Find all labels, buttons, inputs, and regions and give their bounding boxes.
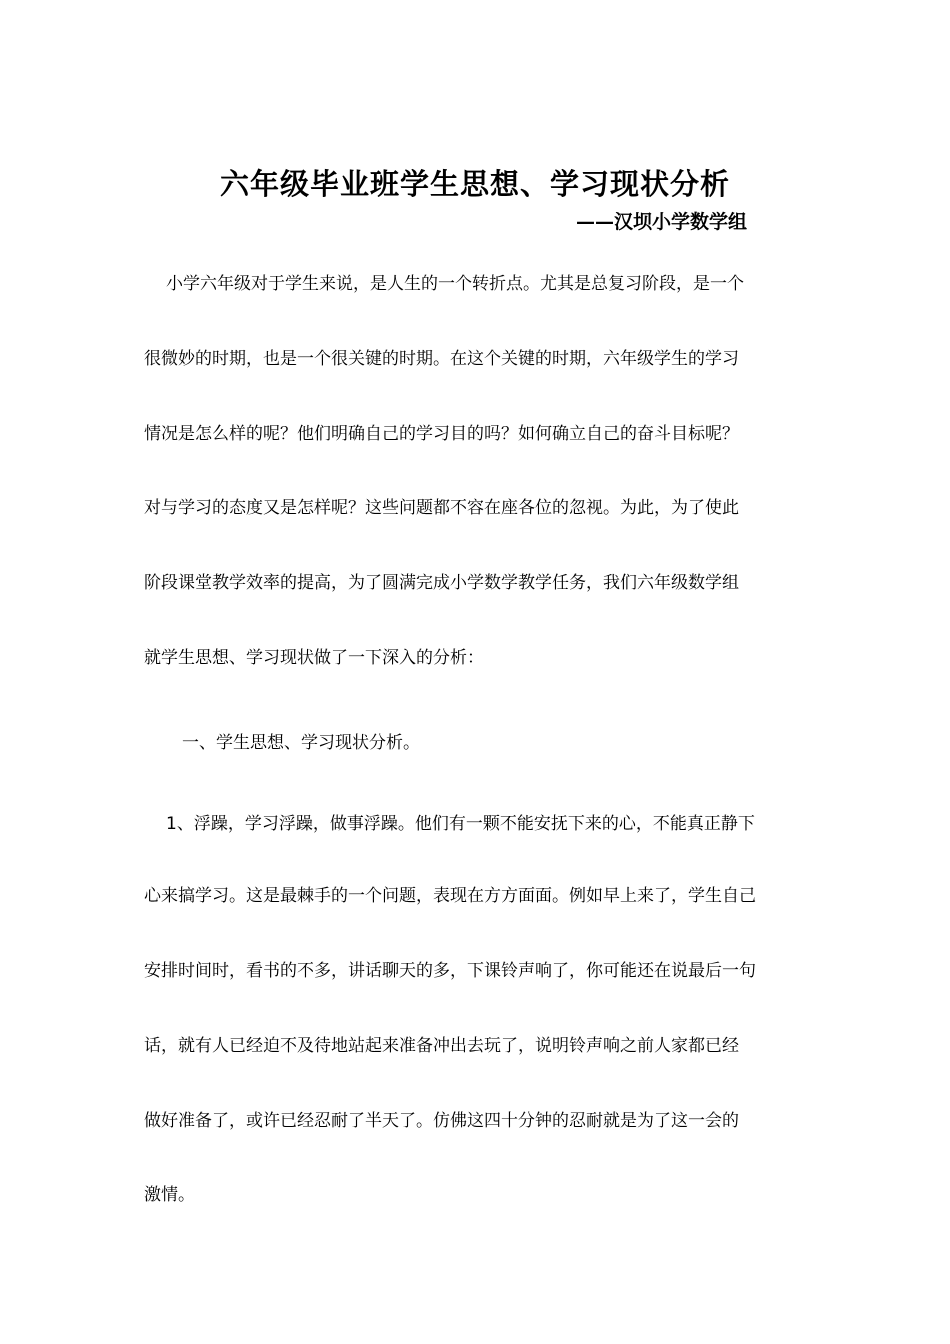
paragraph-line: 就学生思想、学习现状做了一下深入的分析： (144, 648, 484, 668)
paragraph-line: 对与学习的态度又是怎样呢？这些问题都不容在座各位的忽视。为此，为了使此 (144, 498, 739, 518)
paragraph-line: 做好准备了，或许已经忍耐了半天了。仿佛这四十分钟的忍耐就是为了这一会的 (144, 1111, 739, 1131)
section-heading: 一、学生思想、学习现状分析。 (182, 733, 420, 753)
paragraph-line: 1、浮躁，学习浮躁，做事浮躁。他们有一颗不能安抚下来的心，不能真正静下 (166, 814, 755, 834)
paragraph-line: 安排时间时，看书的不多，讲话聊天的多，下课铃声响了，你可能还在说最后一句 (144, 961, 756, 981)
document-subtitle: ——汉坝小学数学组 (575, 211, 747, 233)
paragraph-line: 情况是怎么样的呢？他们明确自己的学习目的吗？如何确立自己的奋斗目标呢？ (144, 424, 739, 444)
paragraph-line: 心来搞学习。这是最棘手的一个问题，表现在方方面面。例如早上来了，学生自己 (144, 886, 756, 906)
paragraph-line: 很微妙的时期，也是一个很关键的时期。在这个关键的时期，六年级学生的学习 (144, 349, 739, 369)
document-title: 六年级毕业班学生思想、学习现状分析 (219, 167, 730, 201)
paragraph-line: 激情。 (144, 1185, 195, 1205)
paragraph-line: 阶段课堂教学效率的提高，为了圆满完成小学数学教学任务，我们六年级数学组 (144, 573, 739, 593)
paragraph-line: 话，就有人已经迫不及待地站起来准备冲出去玩了，说明铃声响之前人家都已经 (144, 1036, 739, 1056)
paragraph-line: 小学六年级对于学生来说，是人生的一个转折点。尤其是总复习阶段，是一个 (166, 274, 744, 294)
